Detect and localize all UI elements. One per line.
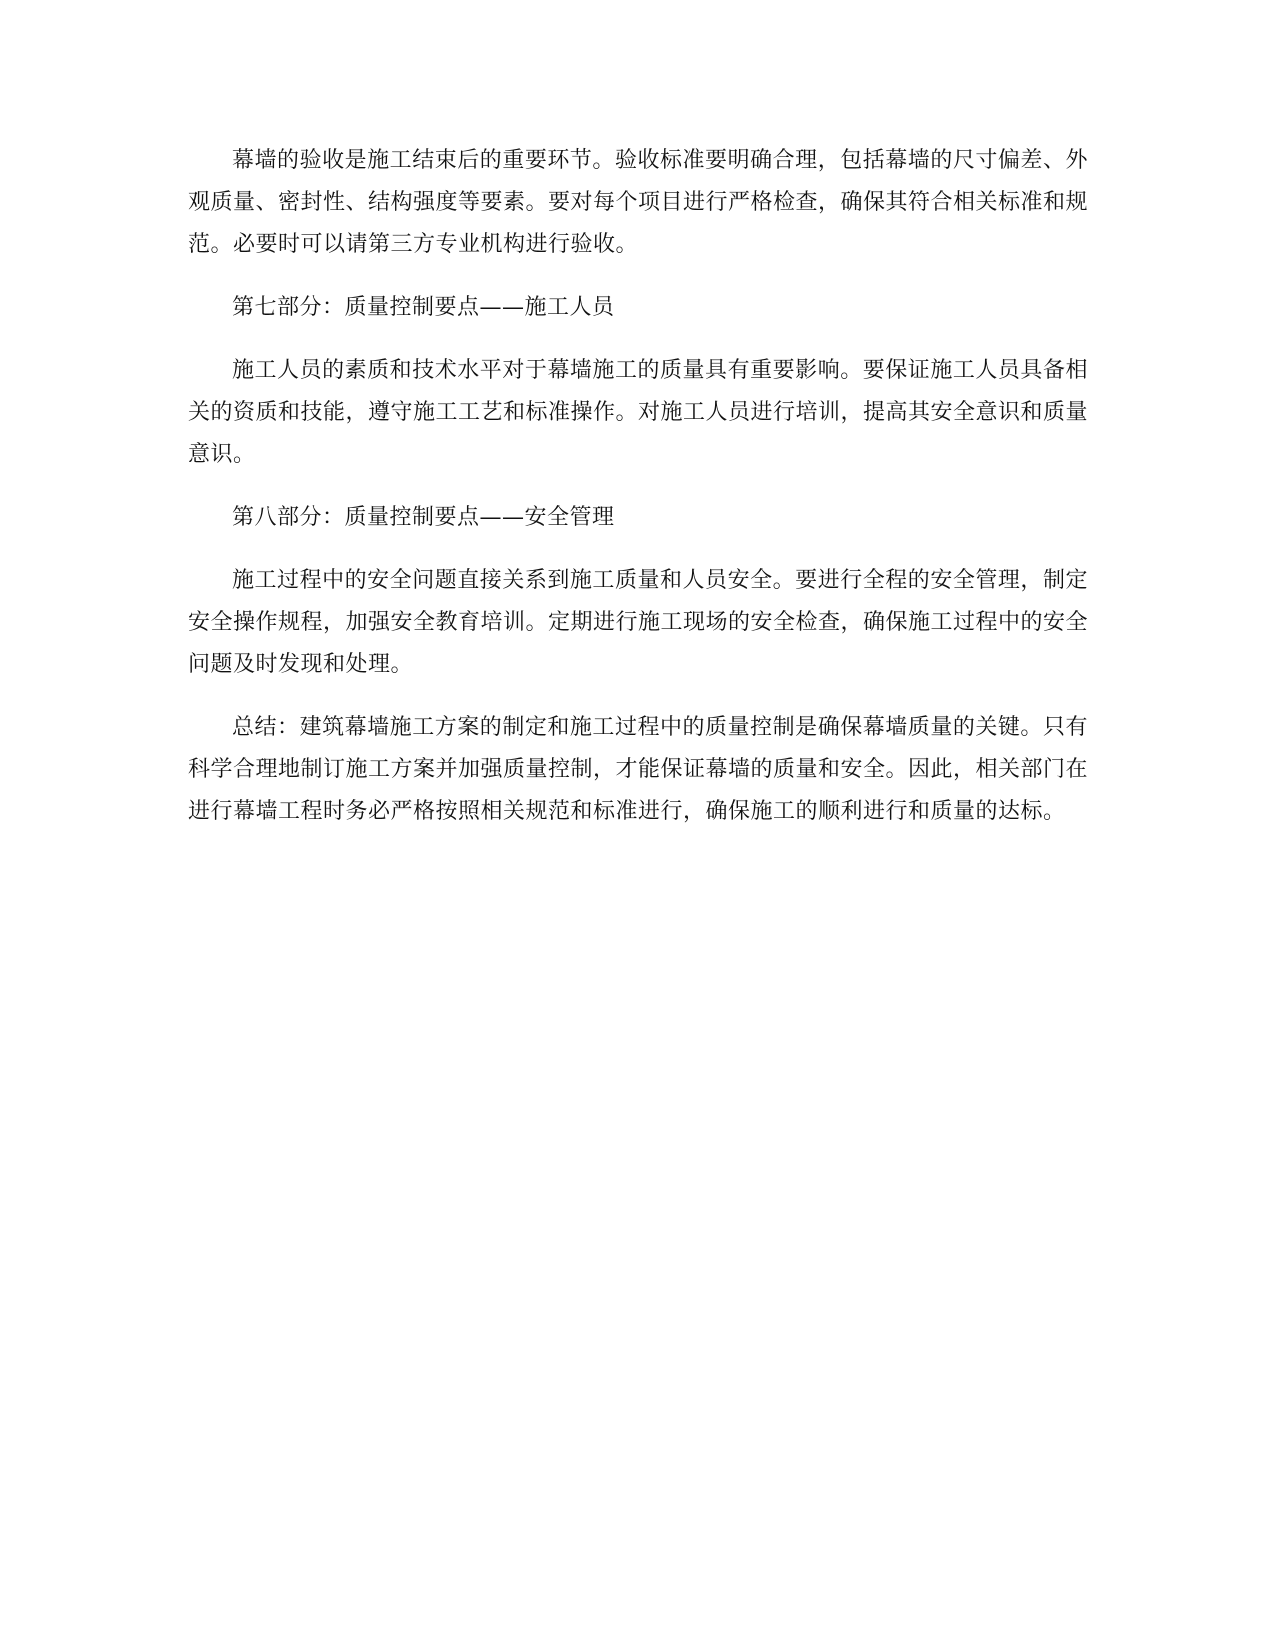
paragraph-summary: 总结：建筑幕墙施工方案的制定和施工过程中的质量控制是确保幕墙质量的关键。只有科学合理地制订施工方案并加强质量控制，才能保证幕墙的质量和安全。因此，相关部门在进行幕墙工程时务必严格按照相关规范和标准进行，确保施工的顺利进行和质量的达标。 (188, 715, 1089, 824)
section-heading-safety: 第八部分：质量控制要点——安全管理 (232, 505, 615, 530)
section-heading-personnel: 第七部分：质量控制要点——施工人员 (232, 295, 615, 320)
paragraph-safety: 施工过程中的安全问题直接关系到施工质量和人员安全。要进行全程的安全管理，制定安全操作规程，加强安全教育培训。定期进行施工现场的安全检查，确保施工过程中的安全问题及时发现和处理。 (188, 568, 1089, 677)
paragraph-acceptance: 幕墙的验收是施工结束后的重要环节。验收标准要明确合理，包括幕墙的尺寸偏差、外观质量、密封性、结构强度等要素。要对每个项目进行严格检查，确保其符合相关标准和规范。必要时可以请第三方专业机构进行验收。 (188, 148, 1089, 257)
paragraph-personnel: 施工人员的素质和技术水平对于幕墙施工的质量具有重要影响。要保证施工人员具备相关的资质和技能，遵守施工工艺和标准操作。对施工人员进行培训，提高其安全意识和质量意识。 (188, 358, 1089, 467)
document-page (188, 140, 1088, 854)
